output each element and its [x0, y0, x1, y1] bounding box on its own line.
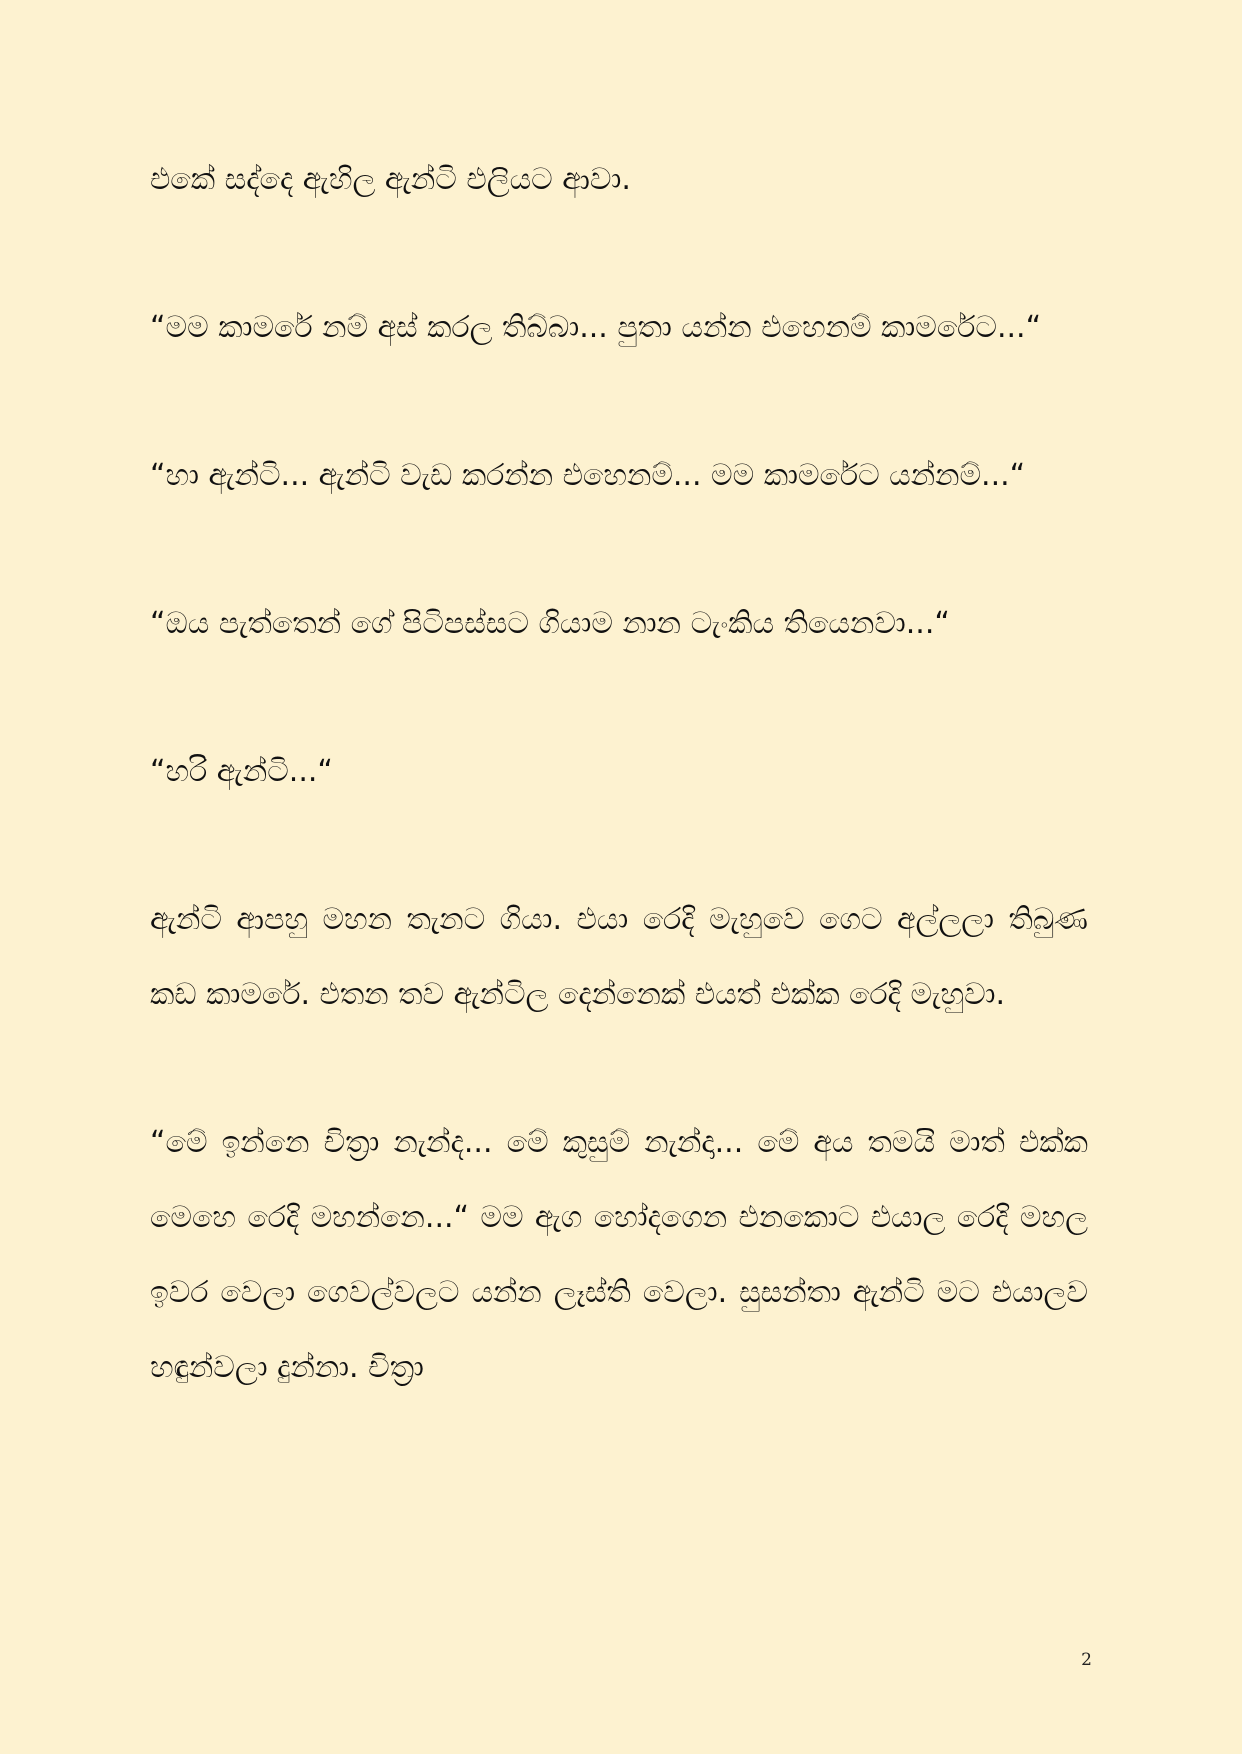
body-text: [150, 142, 1088, 1405]
paragraph-3: “හා ඇන්ටි... ඇන්ටි වැඩ කරන්න එහෙනම්... මම කාමරේට යන්නම්...“: [150, 458, 1026, 493]
paragraph-1: එකේ සද්දෙ ඇහිල ඇන්ටි එලියට ආවා.: [150, 162, 631, 197]
paragraph-2: “මම කාමරේ නම් අස් කරල තිබ්බා... පුතා යන්න එහෙනම් කාමරේට...“: [150, 310, 1042, 345]
paragraph-7: “මේ ඉන්නෙ චිත්‍රා නැන්ද... මේ කුසුම් නැන්දා... මේ අය තමයි මාත් එක්ක මෙහෙ රෙදි මහන්නෙ...“ මම ඇග හෝදගෙන එනකොට එයාල රෙදි මහල ඉවර වෙලා ගෙවල්වලට යන්න ලෑස්ති වෙලා. සුසන්තා ඇන්ටි මට එයාලව හඳුන්වලා දුන්නා. චිත්‍රා: [150, 1125, 1088, 1385]
paragraph-4: “ඔය පැත්තෙන් ගේ පිටිපස්සට ගියාම නාන ටැංකිය තියෙනවා...“: [150, 606, 950, 641]
paragraph-5: “හරි ඇන්ටි...“: [150, 754, 333, 789]
page-number: 2: [1081, 1650, 1092, 1670]
paragraph-6: ඇන්ටි ආපහු මහන තැනට ගියා. එයා රෙදි මැහුවෙ ගෙට අල්ලලා තිබුණ කඩ කාමරේ. එතන තව ඇන්ටිල දෙන්නෙක් එයත් එක්ක රෙදි මැහුවා.: [150, 902, 1088, 1012]
